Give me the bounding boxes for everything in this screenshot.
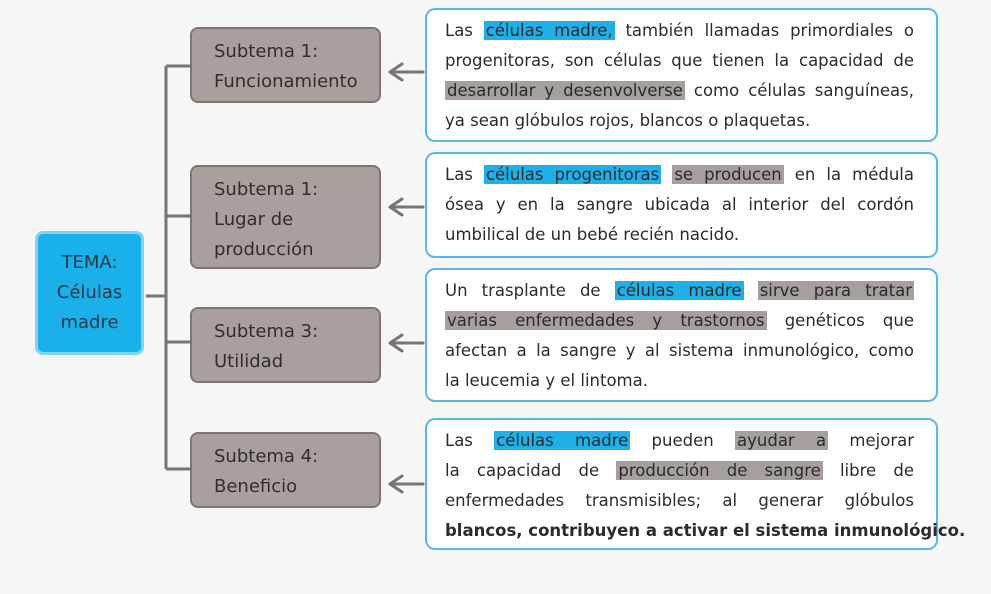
highlight-gray: varias enfermedades y trastornos xyxy=(447,311,765,330)
card-2-line-2 xyxy=(445,190,914,220)
text-segment: la leucemia y el lintoma. xyxy=(445,371,648,390)
text-segment: enfermedades transmisibles; al generar glóbulos xyxy=(445,491,914,510)
card-4-line-2 xyxy=(445,456,914,486)
arrow-4 xyxy=(390,476,423,492)
card-4-line-1 xyxy=(445,426,914,456)
card-1-line-4 xyxy=(445,106,914,136)
text-segment: como células sanguíneas, xyxy=(684,81,914,100)
text-segment: umbilical de un bebé recién nacido. xyxy=(445,225,740,244)
text-segment: progenitoras, son células que tienen la capacidad de xyxy=(445,51,914,70)
card-3-line-1 xyxy=(445,276,914,306)
description-card-2 xyxy=(425,152,938,258)
subtopic-box-1 xyxy=(190,27,381,103)
description-card-1 xyxy=(425,8,938,142)
card-3-line-2 xyxy=(445,306,914,336)
text-segment: también llamadas primordiales o xyxy=(614,21,914,40)
arrow-1 xyxy=(390,64,423,80)
card-2-line-3 xyxy=(445,220,914,250)
subtopic-box-2 xyxy=(190,165,381,269)
subtopic-box-3 xyxy=(190,307,381,383)
subtopic-2-title: Subtema 1: xyxy=(214,179,319,200)
main-topic-line-3: madre xyxy=(60,312,119,333)
card-3-line-4 xyxy=(445,366,914,396)
text-segment: mejorar xyxy=(828,431,914,450)
text-segment xyxy=(744,281,758,300)
text-segment: Las xyxy=(445,165,484,184)
text-segment: blancos, contribuyen a activar el sistema inmunológico. xyxy=(445,521,966,540)
subtopic-box-4 xyxy=(190,432,381,508)
subtopic-3-name: Utilidad xyxy=(214,351,284,372)
subtopic-2-name-line-2: producción xyxy=(214,239,314,260)
tree-connector xyxy=(146,66,190,469)
highlight-gray: se producen xyxy=(674,165,782,184)
main-topic-box xyxy=(35,231,144,355)
highlight-gray: ayudar a xyxy=(737,431,827,450)
text-segment: ósea y en la sangre ubicada al interior del cordón xyxy=(445,195,914,214)
description-card-3 xyxy=(425,268,938,402)
card-3-line-3 xyxy=(445,336,914,366)
text-segment: en la médula xyxy=(783,165,914,184)
highlight-blue: células madre xyxy=(496,431,629,450)
text-segment: pueden xyxy=(630,431,736,450)
subtopic-4-title: Subtema 4: xyxy=(214,446,319,467)
text-segment: Las xyxy=(445,431,495,450)
subtopic-2-name-line-1: Lugar de xyxy=(214,209,294,230)
main-topic-line-2: Células xyxy=(56,282,123,303)
highlight-blue: células progenitoras xyxy=(485,165,660,184)
subtopic-1-title: Subtema 1: xyxy=(214,41,319,62)
highlight-blue: células madre, xyxy=(485,21,613,40)
highlight-blue: células madre xyxy=(616,281,742,300)
text-segment xyxy=(661,165,672,184)
text-segment: Las xyxy=(445,21,484,40)
card-2-line-1 xyxy=(445,160,914,190)
card-4-line-4 xyxy=(445,516,966,546)
text-segment: libre de xyxy=(822,461,914,480)
card-1-line-1 xyxy=(445,16,914,46)
card-4-line-3 xyxy=(445,486,914,516)
subtopic-4-name: Beneficio xyxy=(214,476,298,497)
text-segment: Un trasplante de xyxy=(445,281,615,300)
arrow-2 xyxy=(390,199,423,215)
text-segment: ya sean glóbulos rojos, blancos o plaquetas. xyxy=(445,111,811,130)
card-1-line-2 xyxy=(445,46,914,76)
card-1-line-3 xyxy=(445,76,914,106)
highlight-gray: sirve para tratar xyxy=(759,281,912,300)
text-segment: la capacidad de xyxy=(445,461,617,480)
subtopic-1-name: Funcionamiento xyxy=(214,71,358,92)
text-segment: genéticos que xyxy=(766,311,915,330)
description-card-4 xyxy=(425,418,966,550)
text-segment: afectan a la sangre y al sistema inmunológico, como xyxy=(445,341,914,360)
arrow-3 xyxy=(390,335,423,351)
highlight-gray: producción de sangre xyxy=(618,461,821,480)
subtopic-3-title: Subtema 3: xyxy=(214,321,319,342)
highlight-gray: desarrollar y desenvolverse xyxy=(447,81,683,100)
main-topic-line-1: TEMA: xyxy=(61,252,118,273)
